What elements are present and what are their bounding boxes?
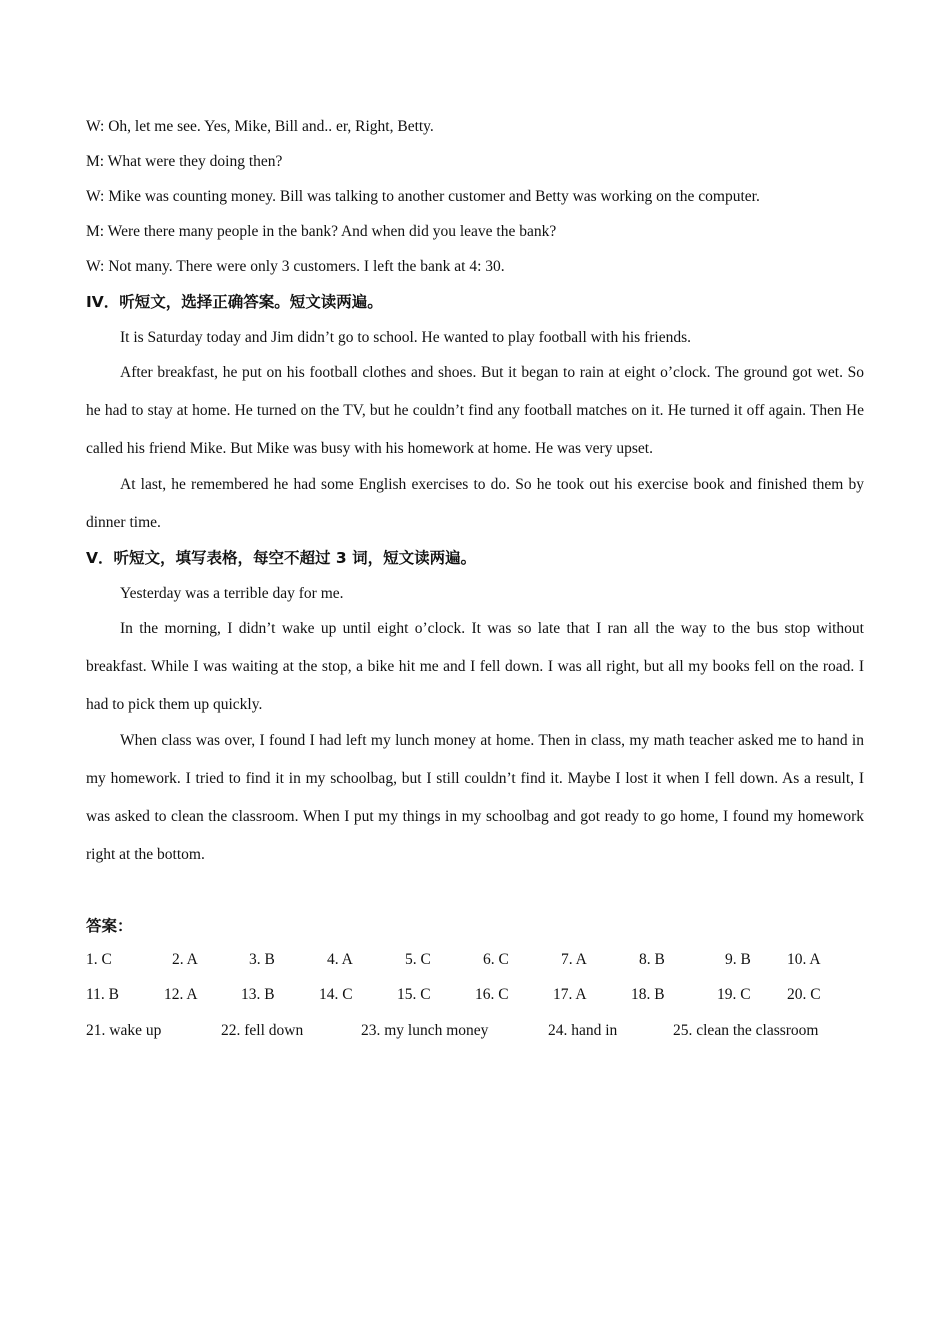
section-5-heading: V．听短文，填写表格，每空不超过 3 词，短文读两遍。	[86, 549, 477, 567]
answers-label: 答案：	[86, 917, 133, 935]
answer-item: 8. B	[639, 951, 665, 968]
answer-item: 20. C	[787, 986, 821, 1003]
answer-item: 4. A	[327, 951, 353, 968]
answer-item: 23. my lunch money	[361, 1022, 489, 1039]
answer-item: 24. hand in	[548, 1022, 618, 1039]
section-4-paragraph: After breakfast, he put on his football clothes and shoes. But it began to rain at eight o’clock. The ground got wet. So he had to stay at home. He turned on the TV, but he couldn’t find any football matches on it. He turned it off again. Then He called his friend Mike. But Mike was busy with his homework at home. He was very upset.	[86, 364, 864, 457]
answer-item: 21. wake up	[86, 1022, 162, 1039]
dialogue-line: W: Mike was counting money. Bill was talking to another customer and Betty was working on the computer.	[86, 188, 760, 205]
answer-item: 2. A	[172, 951, 198, 968]
answer-item: 14. C	[319, 986, 353, 1003]
answer-item: 5. C	[405, 951, 431, 968]
section-5-paragraph: Yesterday was a terrible day for me.	[120, 585, 344, 602]
answer-item: 17. A	[553, 986, 587, 1003]
section-5-paragraph: In the morning, I didn’t wake up until eight o’clock. It was so late that I ran all the way to the bus stop without breakfast. While I was waiting at the stop, a bike hit me and I fell down. I was all right, but all my books fell on the road. I had to pick them up quickly.	[86, 620, 864, 713]
dialogue-line: W: Not many. There were only 3 customers. I left the bank at 4: 30.	[86, 258, 505, 275]
answer-item: 3. B	[249, 951, 275, 968]
answer-item: 12. A	[164, 986, 198, 1003]
section-4-heading: IV．听短文，选择正确答案。短文读两遍。	[86, 293, 383, 311]
answer-item: 1. C	[86, 951, 112, 968]
answer-item: 16. C	[475, 986, 509, 1003]
section-4-paragraph: At last, he remembered he had some English exercises to do. So he took out his exercise book and finished them by dinner time.	[86, 476, 864, 531]
answer-item: 22. fell down	[221, 1022, 304, 1039]
section-5-paragraph: When class was over, I found I had left my lunch money at home. Then in class, my math teacher asked me to hand in my homework. I tried to find it in my schoolbag, but I still couldn’t find it. Maybe I lost it when I fell down. As a result, I was asked to clean the classroom. When I put my things in my schoolbag and got ready to go home, I found my homework right at the bottom.	[86, 732, 864, 863]
answer-item: 9. B	[725, 951, 751, 968]
answer-item: 18. B	[631, 986, 665, 1003]
answer-item: 10. A	[787, 951, 821, 968]
answer-item: 13. B	[241, 986, 275, 1003]
dialogue-line: M: What were they doing then?	[86, 153, 283, 170]
answer-item: 15. C	[397, 986, 431, 1003]
answer-item: 25. clean the classroom	[673, 1022, 819, 1039]
dialogue-line: M: Were there many people in the bank? And when did you leave the bank?	[86, 223, 557, 240]
section-4-paragraph: It is Saturday today and Jim didn’t go to school. He wanted to play football with his friends.	[120, 329, 691, 346]
dialogue-line: W: Oh, let me see. Yes, Mike, Bill and.. er, Right, Betty.	[86, 118, 434, 135]
answer-item: 6. C	[483, 951, 509, 968]
answer-item: 19. C	[717, 986, 751, 1003]
answer-item: 11. B	[86, 986, 120, 1003]
answer-item: 7. A	[561, 951, 587, 968]
